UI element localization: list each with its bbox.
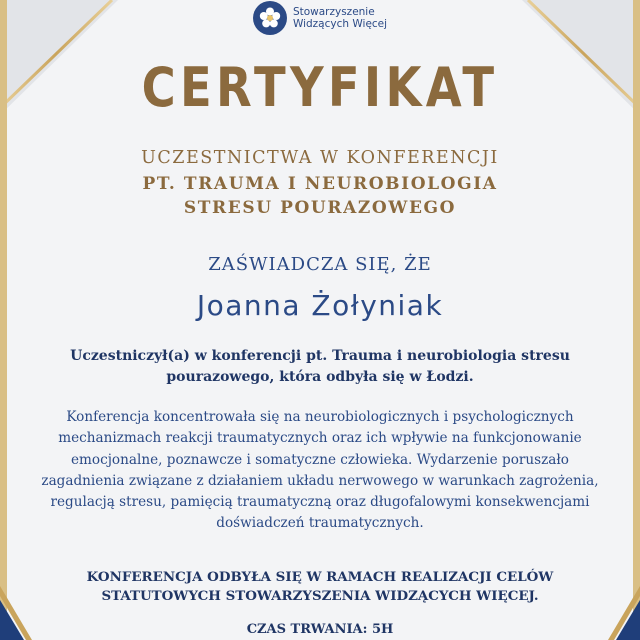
conference-topic-line2: STRESU POURAZOWEGO <box>183 198 457 218</box>
flower-icon <box>253 1 287 35</box>
conference-description: Konferencja koncentrowała się na neurobiologicznych i psychologicznych mechanizmach reakcji traumatycznych oraz ich wpływie na funkcjonowanie emocjonalne, poznawcze i somatyczne człowieka. Wydarzenie poruszało zagadnienia związane z działaniem układu nerwowego w warunkach zagrożenia, regulacją stresu, pamięcią traumatyczną oraz długofalowymi konsekwencjami doświadczeń traumatycznych. <box>41 409 599 532</box>
certifies-heading: ZAŚWIADCZA SIĘ, ŻE <box>208 254 432 275</box>
organization-name-line2: Widzących Więcej <box>292 18 388 30</box>
duration: CZAS TRWANIA: 5H <box>246 622 394 637</box>
organization-logo <box>0 1 640 35</box>
organization-name-line1: Stowarzyszenie <box>292 6 375 18</box>
conference-topic-line1: PT. TRAUMA I NEUROBIOLOGIA <box>142 174 498 194</box>
organization-name <box>293 6 387 30</box>
participation-statement: Uczestniczył(a) w konferencji pt. Trauma i neurobiologia stresu pourazowego, która odbyła się w Łodzi. <box>70 348 570 385</box>
recipient-name: Joanna Żołyniak <box>196 289 444 322</box>
statutory-note: KONFERENCJA ODBYŁA SIĘ W RAMACH REALIZACJI CELÓW STATUTOWYCH STOWARZYSZENIA WIDZĄCYCH WIĘCEJ. <box>86 569 554 604</box>
certificate-subtitle: UCZESTNICTWA W KONFERENCJI <box>141 148 499 168</box>
certificate-title: CERTYFIKAT <box>141 56 499 119</box>
